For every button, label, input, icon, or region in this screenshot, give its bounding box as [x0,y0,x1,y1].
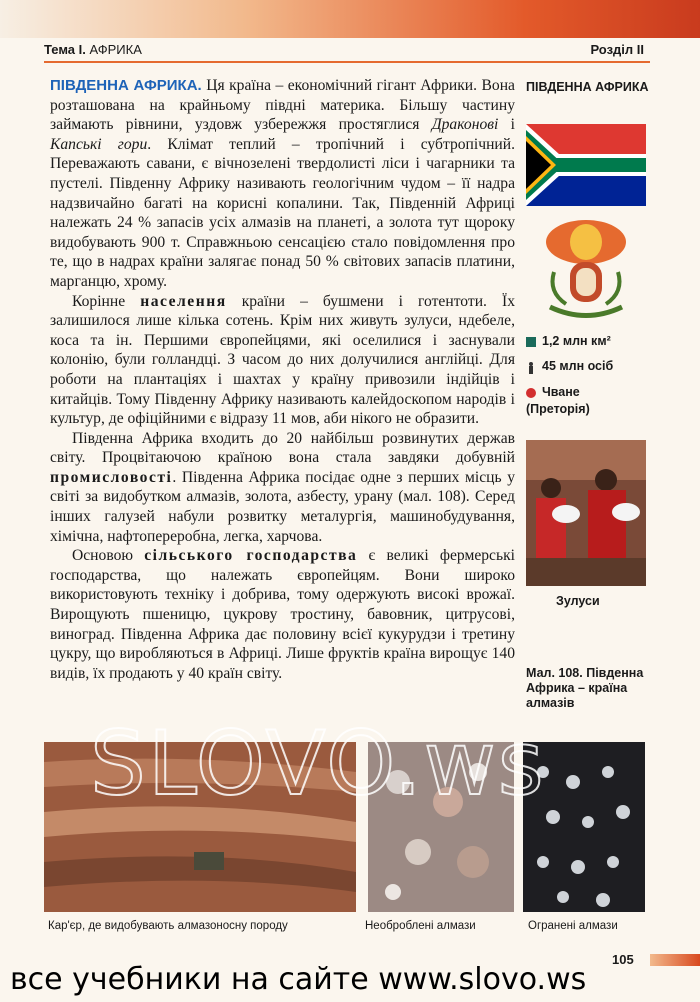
page-number-bar [650,954,700,966]
section-label: Розділ II [590,42,644,57]
area-icon [526,337,536,347]
coat-of-arms-icon [540,212,632,322]
top-decoration-bar [0,0,700,38]
header-divider [44,61,650,63]
page-header [44,40,644,62]
watermark: SLOVO.ws [90,712,546,815]
population-stat: 45 млн осіб [526,359,613,373]
footer-link[interactable]: все учебники на сайте www.slovo.ws [10,962,587,997]
page-number: 105 [612,952,634,967]
area-stat: 1,2 млн км² [526,334,611,348]
paragraph-3: Південна Африка входить до 20 найбільш розвинутих держав світу. Процвітаючою країною вона стала завдяки добувній промисловості. Південна Африка посідає одне з перших місць у світі за видобутком алмазів, золота, азбесту, урану (мал. 108). Серед інших галузей набули розвитку металургія, машинобудування, хімічна, нафтопереробна, легка, харчова. [50,429,515,545]
south-africa-flag [526,124,646,206]
sidebar [526,80,656,95]
figure-caption: Мал. 108. Південна Африка – країна алмазів [526,666,644,710]
raw-diamonds-caption: Необроблені алмази [365,920,476,932]
main-text [50,76,515,683]
person-icon [526,362,536,372]
paragraph-4: Основою сільського господарства є великі фермерські господарства, що належать європейцям. Вони широко використовують техніку і добрива, тому одержують високі врожаї. Вирощують пшеницю, цукрову тростину, бавовник, цитрусові, виноград. Південна Африка дає половину всієї кукурудзи і третину цукру, що виробляються в Африці. Лише фруктів країна вирощує 140 видів, їх продають у 40 країн світу. [50,547,516,682]
country-heading: ПІВДЕННА АФРИКА. [50,77,202,94]
paragraph-1: ПІВДЕННА АФРИКА. Ця країна – економічний гігант Африки. Вона розташована на крайньому півдні материка. Більшу частину займають рівнини, уздовж узбережжя простяглися Драконові і Капські гори. Клімат теплий – тропічний і субтропічний. Переважають савани, є вічнозелені твердолисті ліси і чагарники та пустелі. Південну Африку називають геологічним чудом – її надра надзвичайно багаті на корисні копалини. Так, Південній Африці належать 24 % запасів усіх алмазів на планеті, а золота тут щороку видобувають 900 т. Справжньою сенсацією стало повідомлення про те, що в надрах країни залягає понад 50 % світових запасів платини, марганцю, хрому. [50,77,516,290]
capital-icon [526,388,536,398]
zulu-people-photo [526,440,646,586]
cut-diamonds-caption: Огранені алмази [528,920,618,932]
quarry-caption: Кар'єр, де видобувають алмазоносну породу [48,920,288,932]
capital-stat: Чване (Преторія) [526,385,590,416]
topic-label: Тема I. АФРИКА [44,42,142,57]
zulu-caption: Зулуси [556,594,600,608]
sidebar-title: ПІВДЕННА АФРИКА [526,80,649,94]
paragraph-2: Корінне населення країни – бушмени і готентоти. Їх залишилося лише кілька сотень. Крім них живуть зулуси, ндебеле, коса та ін. Першими європейцями, які оселилися і заснували колонію, були голландці. З часом до них долучилися англійці. Для роботи на плантаціях і шахтах у країну привозили індійців і китайців. Тому Південну Африку називають калейдоскопом народів і культур, де офіційними є відразу 11 мов, аби нікого не образити. [50,292,516,428]
